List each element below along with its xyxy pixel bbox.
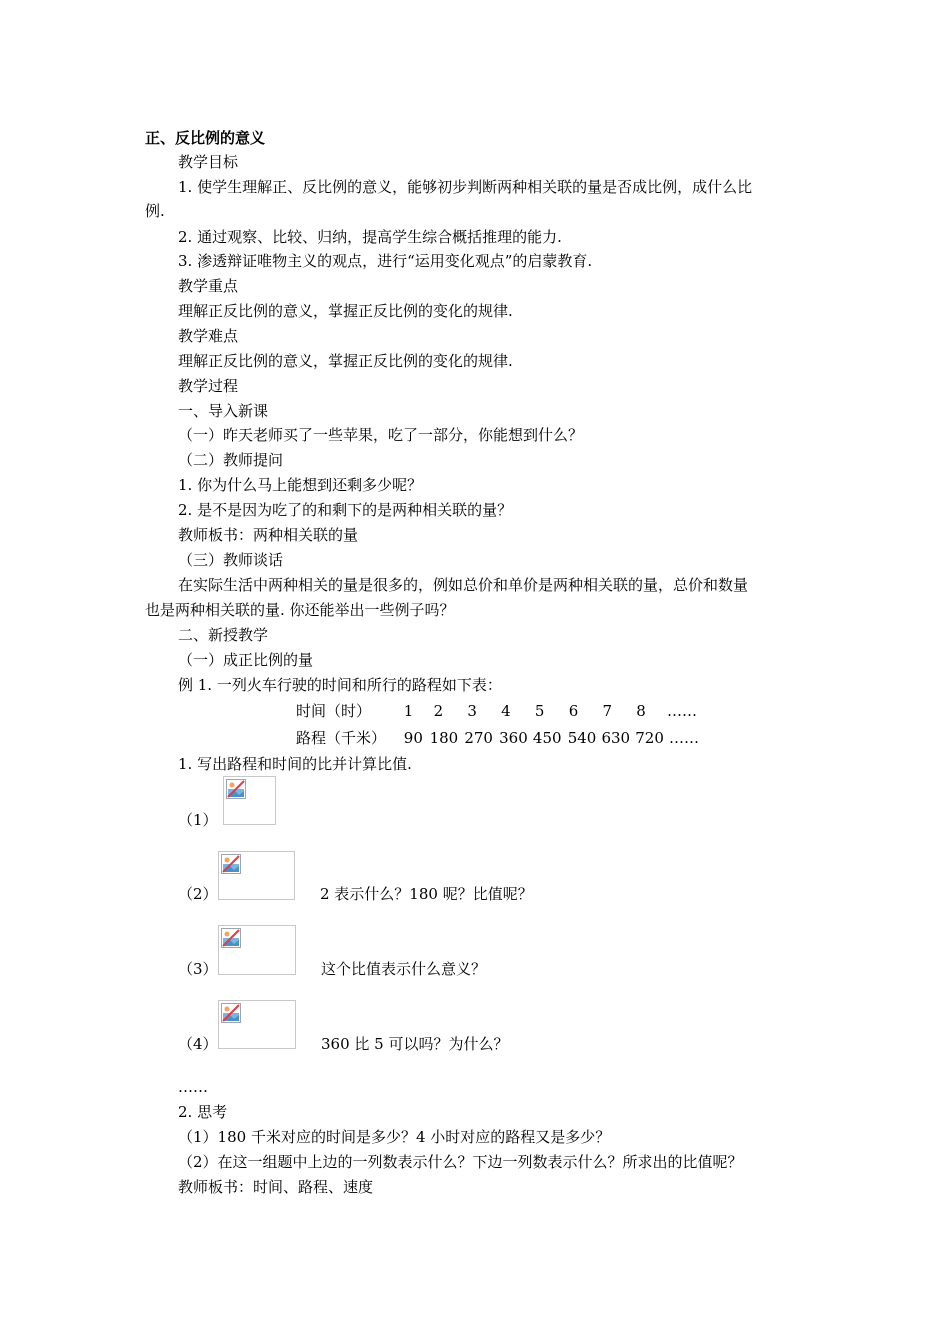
process-heading: 教学过程 — [178, 377, 239, 395]
broken-image-icon — [221, 854, 241, 874]
distance-cell: …… — [669, 729, 700, 747]
time-cell: 8 — [636, 702, 646, 720]
time-cell: 5 — [534, 702, 545, 720]
doc-title: 正、反比例的意义 — [145, 129, 266, 147]
formula-image — [223, 776, 276, 825]
section-1-part-3: （三）教师谈话 — [178, 551, 284, 569]
time-cell: 1 — [403, 702, 414, 720]
think-1: （1）180 千米对应的时间是多少？4 小时对应的路程又是多少？ — [178, 1128, 611, 1146]
broken-image-icon — [221, 1003, 241, 1023]
item-number: （4） — [178, 1035, 218, 1053]
distance-label: 路程（千米） — [296, 729, 387, 747]
time-cell: 6 — [568, 702, 579, 720]
section-2-part-1: （一）成正比例的量 — [178, 651, 314, 669]
distance-cell: 450 — [532, 729, 562, 747]
goal-2: 2. 通过观察、比较、归纳，提高学生综合概括推理的能力. — [178, 228, 562, 246]
distance-cell: 720 — [635, 729, 664, 747]
talk-line-a: 在实际生活中两种相关的量是很多的，例如总价和单价是两种相关联的量，总价和数量 — [178, 576, 749, 594]
key-heading: 教学重点 — [178, 277, 239, 295]
broken-image-icon — [226, 779, 246, 799]
ellipsis: …… — [178, 1078, 208, 1096]
item-note: 2 表示什么？180 呢？比值呢？ — [320, 885, 533, 903]
goal-1-line-b: 例. — [145, 202, 165, 220]
item-number: （3） — [178, 960, 218, 978]
board-note-1: 教师板书：两种相关联的量 — [178, 526, 359, 544]
time-cell: 4 — [501, 702, 511, 720]
think-2: （2）在这一组题中上边的一列数表示什么？下边一列数表示什么？所求出的比值呢？ — [178, 1153, 743, 1171]
item-note: 这个比值表示什么意义？ — [321, 960, 487, 978]
time-cell: 7 — [602, 702, 613, 720]
section-1-part-1: （一）昨天老师买了一些苹果，吃了一部分，你能想到什么？ — [178, 426, 584, 444]
distance-cell: 360 — [499, 729, 528, 747]
broken-image-icon — [221, 928, 241, 948]
table-row-distance — [296, 728, 699, 748]
distance-cell: 630 — [601, 729, 631, 747]
difficulty-heading: 教学难点 — [178, 327, 239, 345]
table-row-time — [296, 701, 697, 721]
time-label: 时间（时） — [296, 702, 372, 720]
step-1: 1. 写出路程和时间的比并计算比值. — [178, 755, 412, 773]
distance-cell: 270 — [464, 729, 493, 747]
item-note: 360 比 5 可以吗？为什么？ — [321, 1035, 509, 1053]
time-cell: …… — [667, 702, 698, 720]
formula-image — [218, 1000, 296, 1049]
goal-3: 3. 渗透辩证唯物主义的观点，进行“运用变化观点”的启蒙教育. — [178, 252, 593, 270]
item-number: （2） — [178, 885, 218, 903]
distance-cell: 90 — [403, 729, 423, 747]
section-1-part-2: （二）教师提问 — [178, 451, 284, 469]
formula-image — [218, 925, 296, 975]
distance-cell: 180 — [429, 729, 459, 747]
section-1-heading: 一、导入新课 — [178, 402, 269, 420]
goals-heading: 教学目标 — [178, 153, 239, 171]
distance-cell: 540 — [567, 729, 597, 747]
section-2-heading: 二、新授教学 — [178, 626, 269, 644]
time-cell: 3 — [467, 702, 477, 720]
question-1: 1. 你为什么马上能想到还剩多少呢？ — [178, 476, 423, 494]
board-note-2: 教师板书：时间、路程、速度 — [178, 1178, 374, 1196]
difficulty-text: 理解正反比例的意义，掌握正反比例的变化的规律. — [178, 352, 513, 370]
formula-image — [218, 851, 295, 900]
example-1: 例 1. 一列火车行驶的时间和所行的路程如下表： — [178, 676, 502, 694]
goal-1-line-a: 1. 使学生理解正、反比例的意义，能够初步判断两种相关联的量是否成比例，成什么比 — [178, 178, 753, 196]
talk-line-b: 也是两种相关联的量. 你还能举出一些例子吗？ — [145, 601, 455, 619]
item-number: （1） — [178, 811, 218, 829]
step-2: 2. 思考 — [178, 1103, 228, 1121]
time-cell: 2 — [433, 702, 444, 720]
question-2: 2. 是不是因为吃了的和剩下的是两种相关联的量？ — [178, 501, 513, 519]
key-text: 理解正反比例的意义，掌握正反比例的变化的规律. — [178, 302, 513, 320]
